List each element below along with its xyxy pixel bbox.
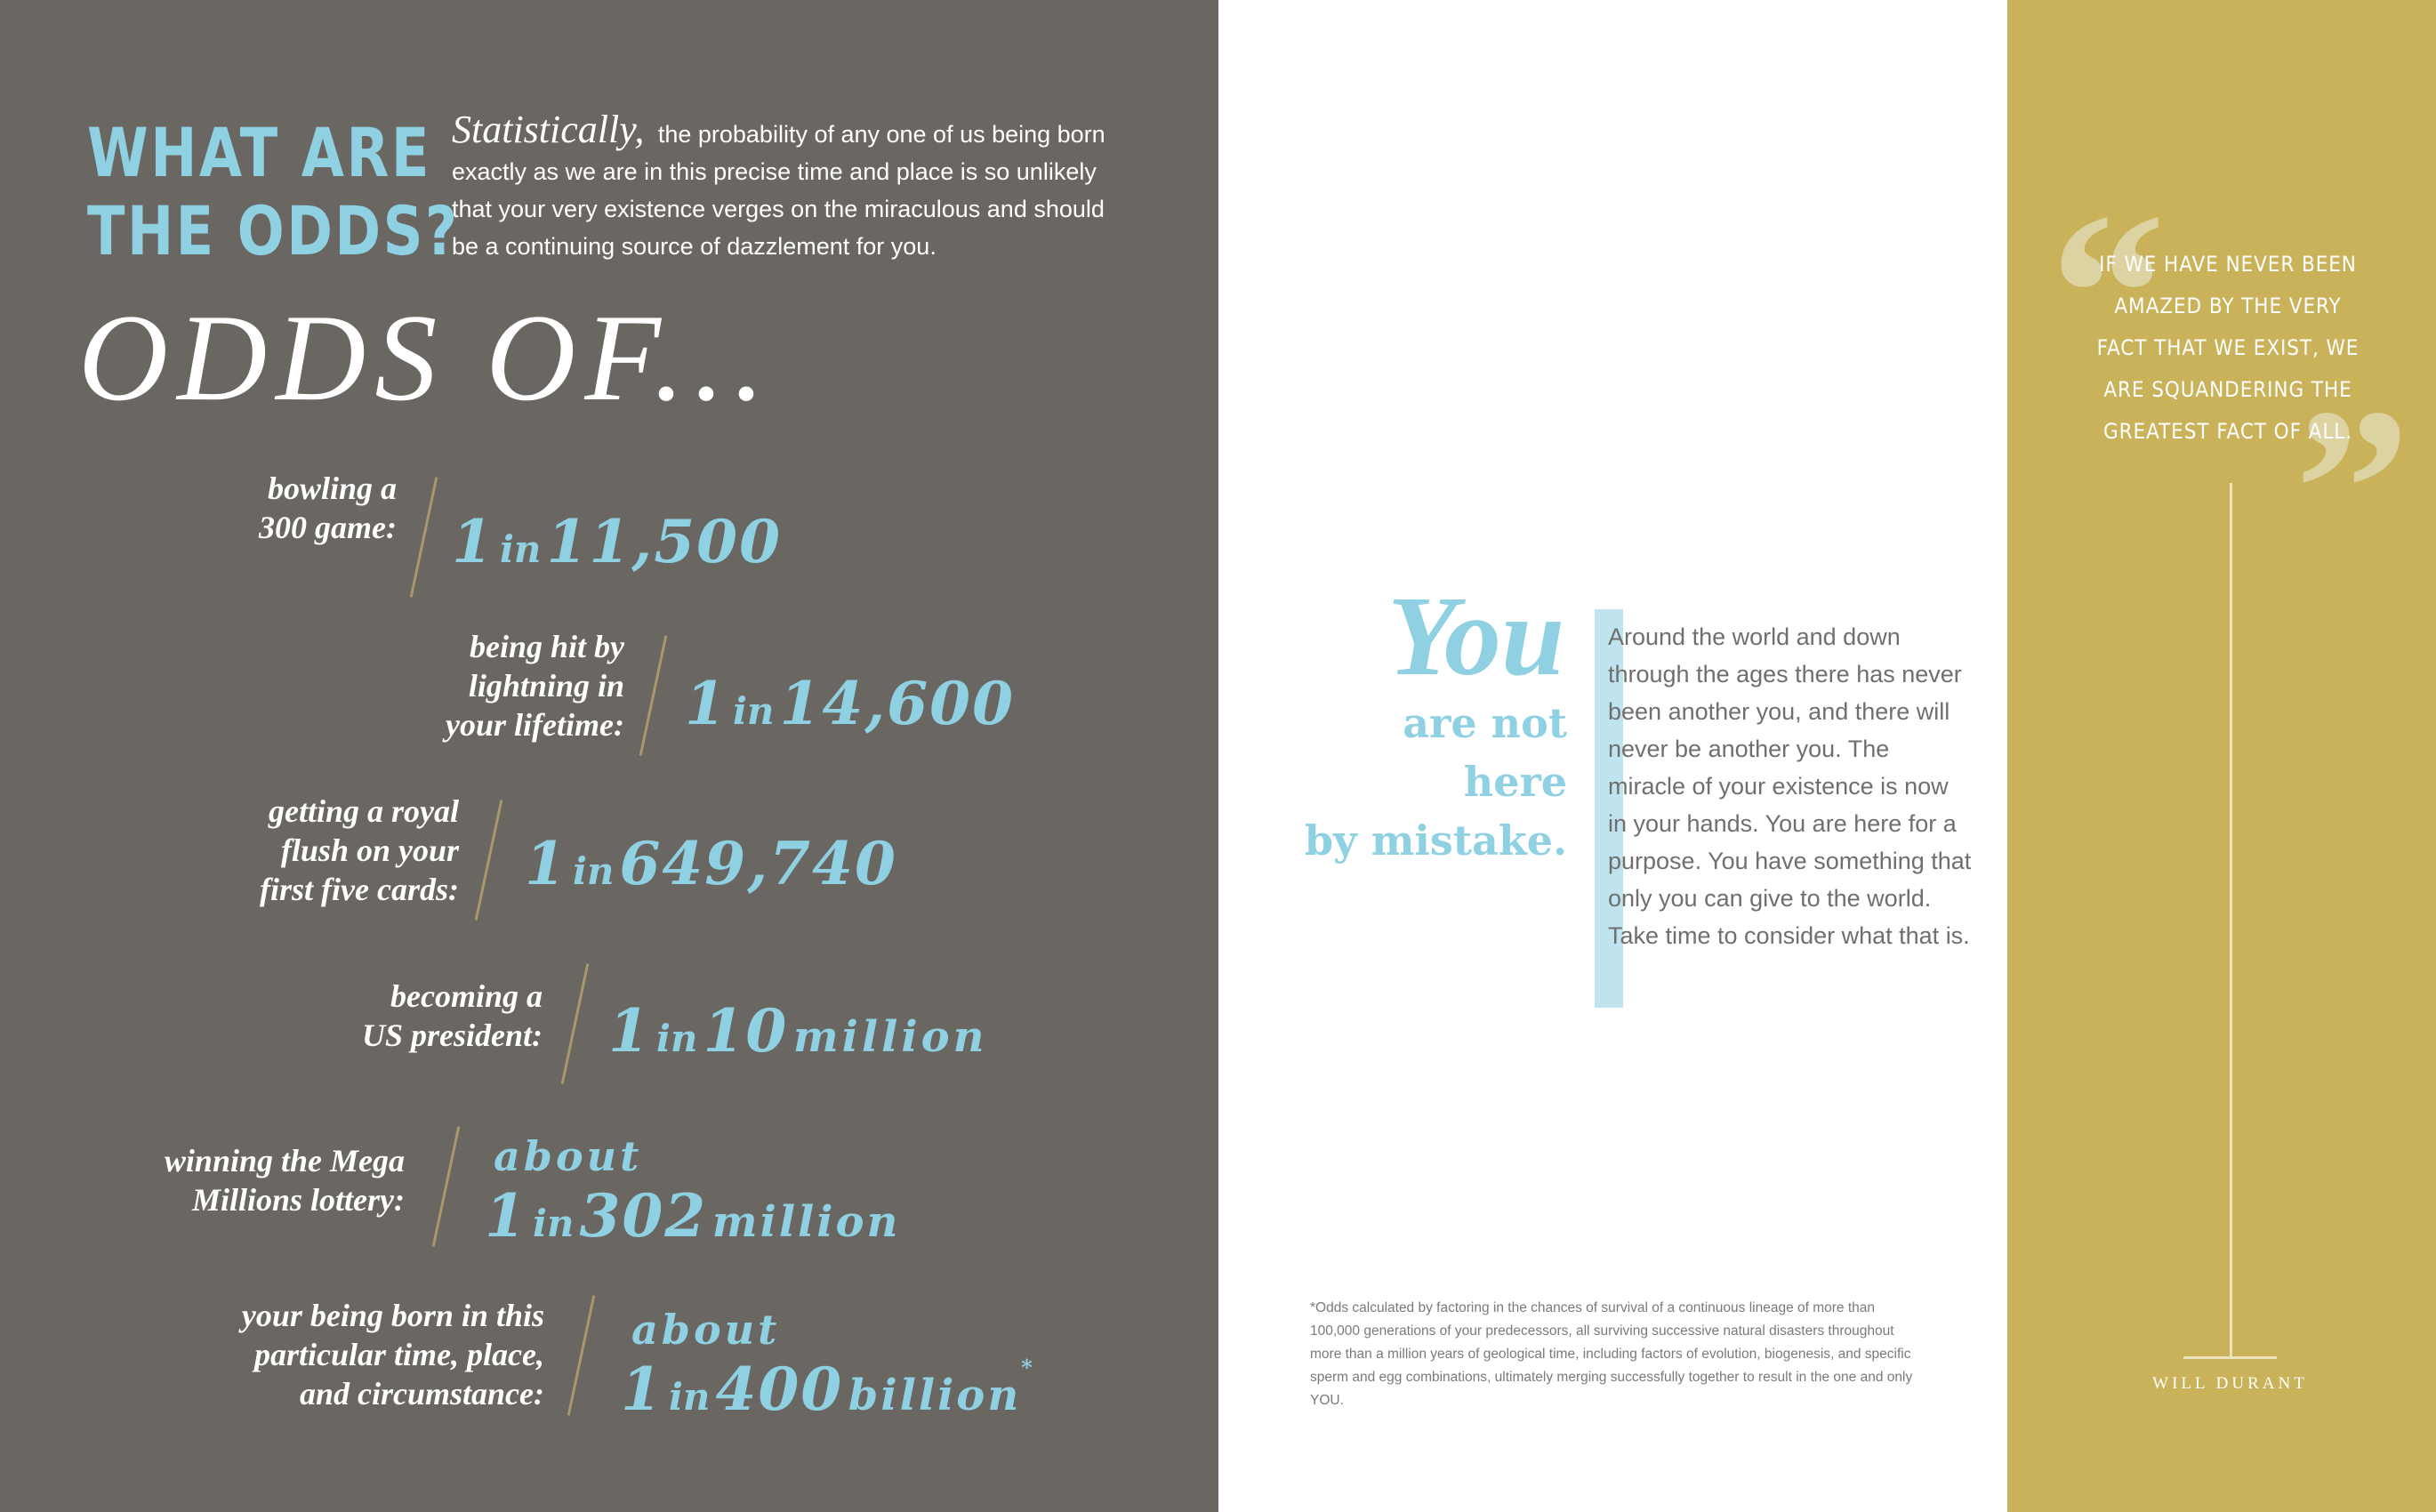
odds-value-bowling: 1 in11,500 [452, 507, 783, 576]
footnote: *Odds calculated by factoring in the chances of survival of a continuous lineage of more than 100,000 generations of your predecessors, all surviving successive natural disasters throughout more than a million years of geological time, including factors of evolution, biogenesis, and specific sperm and egg combinations, ultimately merging successfully together to result in the one and only YOU. [1310, 1300, 1913, 1408]
odds-value-lightning: 1 in14,600 [685, 669, 1016, 738]
odds-heading: ODDS OF... [78, 289, 774, 427]
open-quote-icon: “ [2050, 165, 2166, 422]
odds-label-lottery: winning the Mega Millions lottery: [164, 1143, 405, 1218]
you-heading: You [1387, 573, 1565, 699]
odds-value-lottery: about 1 in302 million [485, 1132, 901, 1251]
body-paragraph: Around the world and down through the ages there has never been another you, and there will never be another you. The miracle of your existence is now in your hands. You are here for a purpose. You have something that only you can give to the world. Take time to consider what that is. [1608, 623, 1972, 949]
odds-value-being-born: about 1 in400 billion* [621, 1306, 1033, 1424]
odds-value-president: 1 in10 million [608, 996, 988, 1066]
odds-label-royal-flush: getting a royal flush on your first five cards: [260, 793, 459, 907]
page-title [87, 114, 460, 270]
odds-label-president: becoming a US president: [361, 978, 543, 1053]
odds-value-royal-flush: 1 in649,740 [525, 829, 897, 898]
odds-label-bowling: bowling a 300 game: [259, 470, 397, 545]
intro-text: the probability of any one of us being born exactly as we are in this precise time and place is so unlikely that your very existence verges on the miraculous and should be a continuing source of dazzlement for you. [452, 121, 1105, 260]
odds-label-being-born: your being born in this particular time, place, and circumstance: [241, 1298, 544, 1411]
title-line-1: WHAT ARE [87, 113, 431, 192]
quote-text: IF WE HAVE NEVER BEEN AMAZED BY THE VERY FACT THAT WE EXIST, WE ARE SQUANDERING THE GREATEST FACT OF ALL. [2096, 252, 2360, 444]
odds-label-lightning: being hit by lightning in your lifetime: [446, 629, 624, 743]
quote-horizontal-rule [2183, 1356, 2277, 1359]
title-line-2: THE ODDS? [87, 191, 460, 270]
intro-paragraph [452, 108, 1128, 265]
intro-lead: Statistically, [452, 108, 645, 151]
quote-author: WILL DURANT [2152, 1374, 2308, 1393]
close-quote-icon: ” [2295, 361, 2410, 617]
you-subheading: are not here by mistake. [1304, 699, 1567, 865]
quote-vertical-rule [2230, 483, 2232, 1356]
